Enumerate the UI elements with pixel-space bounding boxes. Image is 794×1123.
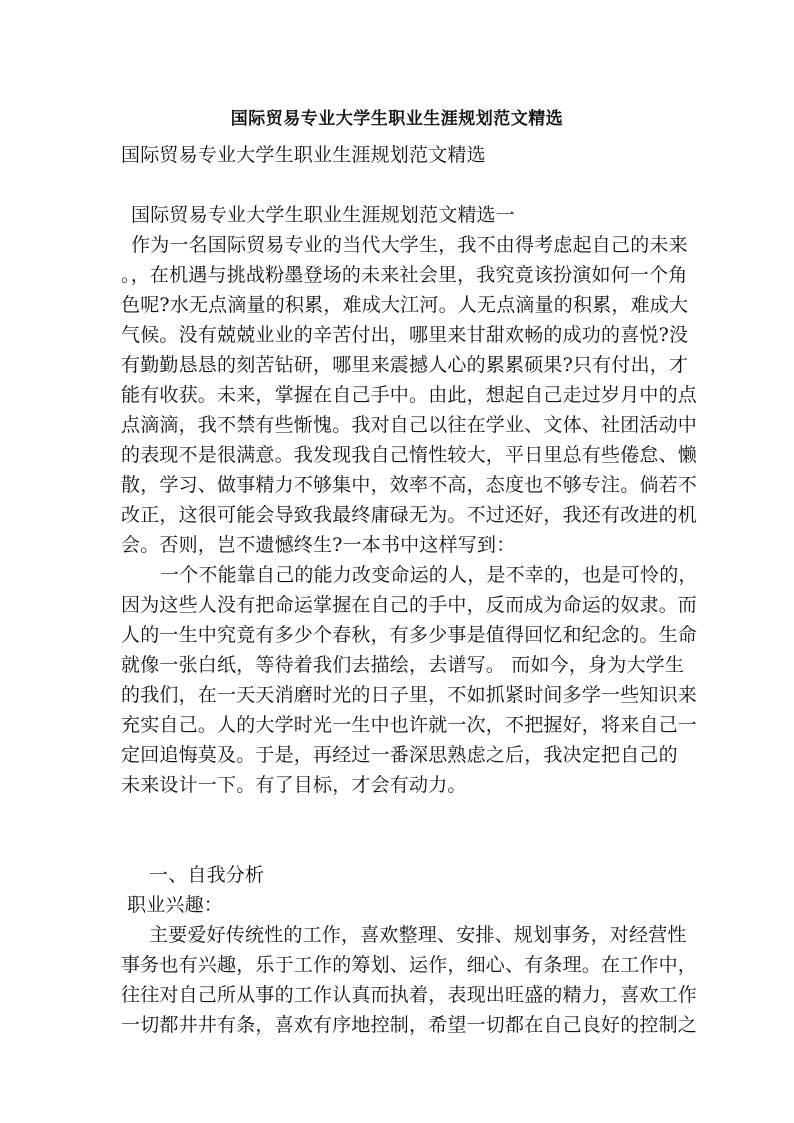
paragraph3-line: 一切都井井有条，喜欢有序地控制，希望一切都在自己良好的控制之 xyxy=(121,1014,698,1036)
paragraph1-line: 点滴滴，我不禁有些惭愧。我对自己以往在学业、文体、社团活动中 xyxy=(121,414,698,436)
paragraph2-line: 就像一张白纸，等待着我们去描绘，去谱写。 而如今，身为大学生 xyxy=(121,654,685,676)
paragraph2-line: 未来设计一下。有了目标，才会有动力。 xyxy=(121,774,467,796)
paragraph3-line: 事务也有兴趣，乐于工作的筹划、运作，细心、有条理。在工作中， xyxy=(121,954,698,976)
paragraph2-line: 因为这些人没有把命运掌握在自己的手中，反而成为命运的奴隶。而 xyxy=(121,594,698,616)
paragraph2-line: 的我们，在一天天消磨时光的日子里，不如抓紧时间多学一些知识来 xyxy=(121,684,698,706)
paragraph1-line: 。，在机遇与挑战粉墨登场的未来社会里，我究竟该扮演如何一个角 xyxy=(121,264,688,286)
paragraph2-line: 定回追悔莫及。于是，再经过一番深思熟虑之后，我决定把自己的 xyxy=(121,744,678,766)
paragraph1-line: 散，学习、做事精力不够集中，效率不高，态度也不够专注。倘若不 xyxy=(121,474,698,496)
paragraph1-line: 气候。没有兢兢业业的辛苦付出，哪里来甘甜欢畅的成功的喜悦?没 xyxy=(121,324,689,346)
paragraph2-line: 充实自己。人的大学时光一生中也许就一次，不把握好，将来自己一 xyxy=(121,714,698,736)
paragraph2-line: 一个不能靠自己的能力改变命运的人，是不幸的，也是可怜的， xyxy=(160,564,698,586)
heading-self-analysis: 一、自我分析 xyxy=(149,864,265,886)
document-title: 国际贸易专业大学生职业生涯规划范文精选 xyxy=(230,109,564,129)
paragraph3-line: 主要爱好传统性的工作，喜欢整理、安排、规划事务，对经营性 xyxy=(149,924,687,946)
subheading-career-interest: 职业兴趣： xyxy=(127,894,224,916)
paragraph1-line: 会。否则，岂不遗憾终生?一本书中这样写到： xyxy=(121,534,516,556)
section-heading: 国际贸易专业大学生职业生涯规划范文精选一 xyxy=(131,204,516,226)
paragraph1-line: 有勤勤恳恳的刻苦钻研，哪里来震撼人心的累累硕果?只有付出，才 xyxy=(121,354,689,376)
document-subtitle: 国际贸易专业大学生职业生涯规划范文精选 xyxy=(121,144,486,166)
paragraph1-line: 色呢?水无点滴量的积累，难成大江河。人无点滴量的积累，难成大 xyxy=(121,294,689,316)
paragraph3-line: 往往对自己所从事的工作认真而执着，表现出旺盛的精力，喜欢工作 xyxy=(121,984,698,1006)
paragraph1-line: 能有收获。未来，掌握在自己手中。由此，想起自己走过岁月中的点 xyxy=(121,384,698,406)
paragraph2-line: 人的一生中究竟有多少个春秋，有多少事是值得回忆和纪念的。生命 xyxy=(121,624,698,646)
paragraph1-line: 改正，这很可能会导致我最终庸碌无为。不过还好，我还有改进的机 xyxy=(121,504,698,526)
paragraph1-line: 作为一名国际贸易专业的当代大学生，我不由得考虑起自己的未来 xyxy=(131,234,688,256)
paragraph1-line: 的表现不是很满意。我发现我自己惰性较大，平日里总有些倦怠、懒 xyxy=(121,444,698,466)
